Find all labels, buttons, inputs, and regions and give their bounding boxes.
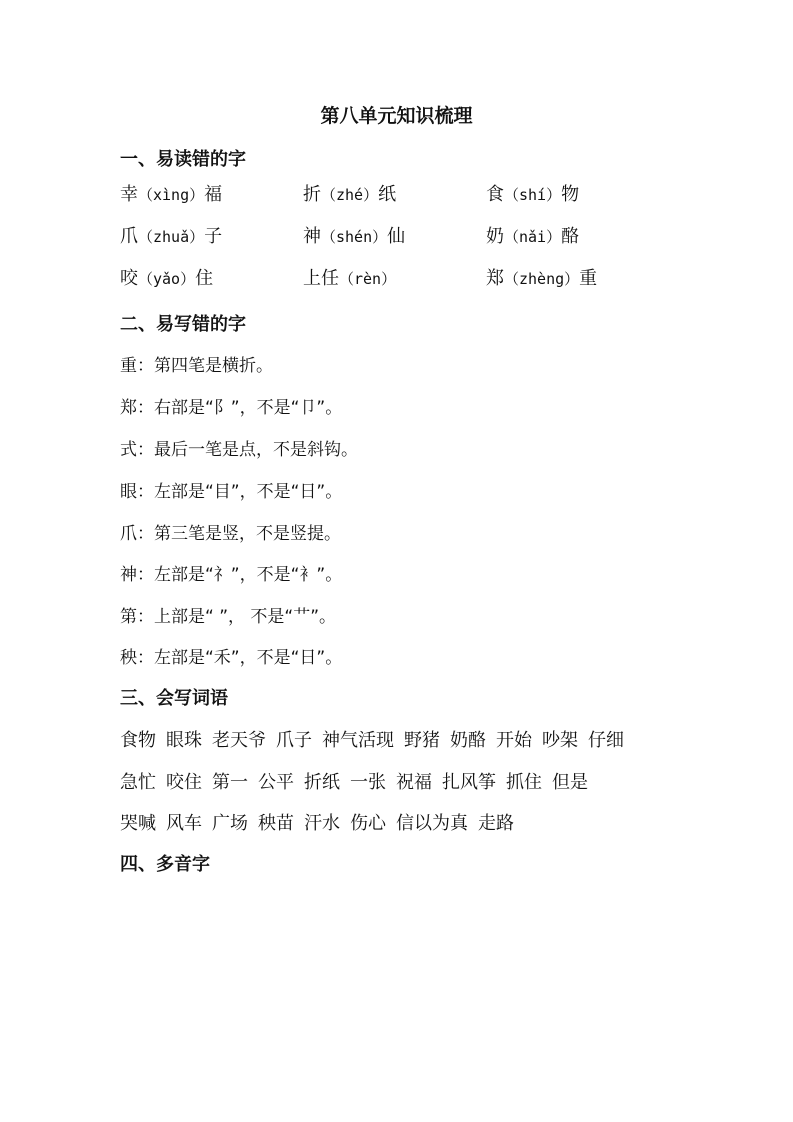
word: 广场 — [212, 813, 248, 834]
misread-item: 幸（xìng）福 — [120, 184, 223, 205]
word: 吵架 — [542, 730, 578, 751]
word-row — [120, 728, 634, 754]
page-title: 第八单元知识梳理 — [320, 105, 473, 127]
word: 一张 — [350, 772, 386, 793]
word: 老天爷 — [212, 730, 266, 751]
miswrite-line: 第：上部是“ ”， 不是“艹”。 — [120, 607, 337, 627]
word: 扎风筝 — [442, 772, 496, 793]
word: 信以为真 — [396, 813, 468, 834]
misread-item: 神（shén）仙 — [303, 226, 406, 247]
miswrite-line: 神：左部是“礻”，不是“衤”。 — [120, 565, 343, 585]
section-heading-misread: 一、易读错的字 — [120, 149, 246, 170]
miswrite-line: 眼：左部是“目”，不是“日”。 — [120, 482, 343, 502]
word: 抓住 — [506, 772, 542, 793]
word: 伤心 — [350, 813, 386, 834]
word: 风车 — [166, 813, 202, 834]
word: 汗水 — [304, 813, 340, 834]
word: 眼珠 — [166, 730, 202, 751]
word: 野猪 — [404, 730, 440, 751]
word-row — [120, 770, 598, 796]
word-row — [120, 811, 524, 837]
miswrite-line: 秧：左部是“禾”，不是“日”。 — [120, 648, 343, 668]
word: 奶酪 — [450, 730, 486, 751]
miswrite-line: 式：最后一笔是点，不是斜钩。 — [120, 440, 358, 460]
word: 但是 — [552, 772, 588, 793]
section-heading-polyphones: 四、多音字 — [120, 854, 210, 875]
misread-item: 食（shí）物 — [486, 184, 580, 205]
word: 急忙 — [120, 772, 156, 793]
word: 走路 — [478, 813, 514, 834]
misread-item: 咬（yǎo）住 — [120, 268, 214, 289]
misread-item: 奶（nǎi）酪 — [486, 226, 580, 247]
miswrite-line: 郑：右部是“阝”，不是“卩”。 — [120, 398, 343, 418]
word: 仔细 — [588, 730, 624, 751]
word: 神气活现 — [322, 730, 394, 751]
word: 哭喊 — [120, 813, 156, 834]
word: 秧苗 — [258, 813, 294, 834]
word: 爪子 — [276, 730, 312, 751]
word: 咬住 — [166, 772, 202, 793]
word: 开始 — [496, 730, 532, 751]
word: 折纸 — [304, 772, 340, 793]
word: 祝福 — [396, 772, 432, 793]
word: 食物 — [120, 730, 156, 751]
misread-item: 爪（zhuǎ）子 — [120, 226, 223, 247]
miswrite-line: 爪：第三笔是竖，不是竖提。 — [120, 524, 341, 544]
section-heading-miswrite: 二、易写错的字 — [120, 314, 246, 335]
misread-item: 折（zhé）纸 — [303, 184, 397, 205]
miswrite-line: 重：第四笔是横折。 — [120, 356, 273, 376]
word: 公平 — [258, 772, 294, 793]
word: 第一 — [212, 772, 248, 793]
section-heading-words: 三、会写词语 — [120, 688, 228, 709]
misread-item: 郑（zhèng）重 — [486, 268, 598, 289]
misread-item: 上任（rèn） — [303, 268, 397, 289]
